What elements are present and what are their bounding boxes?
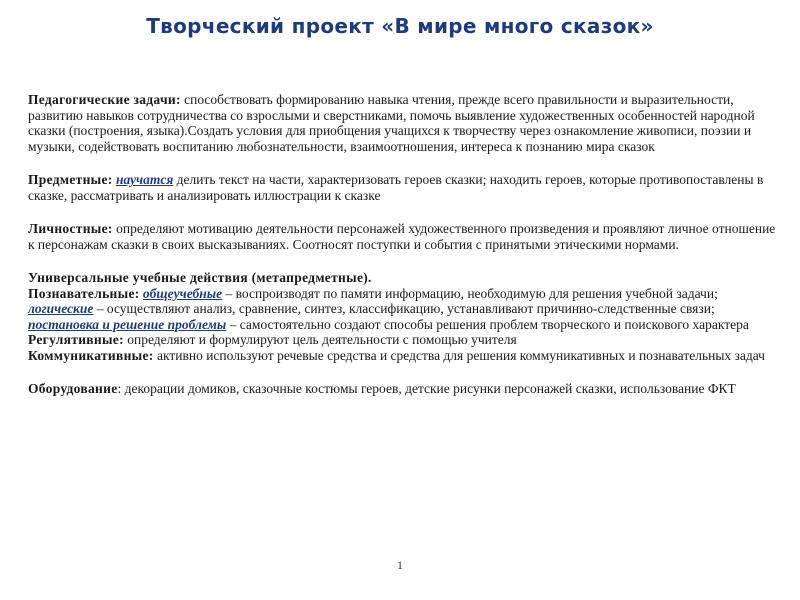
communicative-actions xyxy=(28,348,778,364)
page-title: Творческий проект «В мире много сказок» xyxy=(146,14,654,38)
subject-highlight: научатся xyxy=(115,172,174,187)
personal-text: определяют мотивацию деятельности персонажей художественного произведения и проявляют личное отношение к персонажам сказки в своих высказываниях. Соотносят поступки и события с принятыми этическими нормами. xyxy=(28,221,776,252)
subject-results xyxy=(28,172,778,203)
uud-heading: Универсальные учебные действия (метапредметные). xyxy=(28,270,372,285)
cognitive-actions xyxy=(28,286,778,333)
regulatory-text: определяют и формулируют цель деятельности с помощью учителя xyxy=(123,332,517,347)
pedagogical-heading: Педагогические задачи: xyxy=(28,92,181,107)
cognitive-text-3: – самостоятельно создают способы решения проблем творческого и поискового характера xyxy=(226,316,749,332)
cognitive-highlight-general: общеучебные xyxy=(142,285,223,301)
document-body xyxy=(28,92,778,415)
equipment-heading: Оборудование xyxy=(28,381,118,396)
regulatory-actions xyxy=(28,332,778,348)
pedagogical-tasks xyxy=(28,92,778,154)
regulatory-heading: Регулятивные: xyxy=(28,332,124,347)
page-number: 1 xyxy=(397,558,403,572)
subject-text: делить текст на части, характеризовать героев сказки; находить героев, которые противопоставлены в сказке, рассматривать и анализировать иллюстрации к сказке xyxy=(28,172,764,203)
cognitive-text-1: – воспроизводят по памяти информацию, необходимую для решения учебной задачи; xyxy=(222,285,718,301)
cognitive-text-2: – осуществляют анализ, сравнение, синтез, классификацию, устанавливают причинно-следственные связи; xyxy=(93,301,715,316)
cognitive-heading: Познавательные: xyxy=(28,285,140,301)
equipment xyxy=(28,381,778,397)
cognitive-highlight-problem: постановка и решение проблемы xyxy=(28,316,227,332)
pedagogical-text: способствовать формированию навыка чтения, прежде всего правильности и выразительности, развитию навыков сотрудничества со взрослыми и сверстниками, помочь выявление художественных особенностей народной сказки (построения, языка).Создать условия для приобщения учащихся к творчеству через ознакомление живописи, поэзии и музыки, содействовать воспитанию любознательности, взаимоотношения, интереса к познанию мира сказок xyxy=(28,92,755,154)
cognitive-highlight-logical: логические xyxy=(28,301,94,316)
communicative-heading: Коммуникативные: xyxy=(28,347,154,363)
personal-results xyxy=(28,221,778,252)
communicative-text: активно используют речевые средства и средства для решения коммуникативных и познавательных задач xyxy=(153,347,765,363)
personal-heading: Личностные: xyxy=(28,221,113,236)
equipment-text: : декорации домиков, сказочные костюмы героев, детские рисунки персонажей сказки, использование ФКТ xyxy=(117,381,736,396)
subject-heading: Предметные: xyxy=(28,172,113,187)
